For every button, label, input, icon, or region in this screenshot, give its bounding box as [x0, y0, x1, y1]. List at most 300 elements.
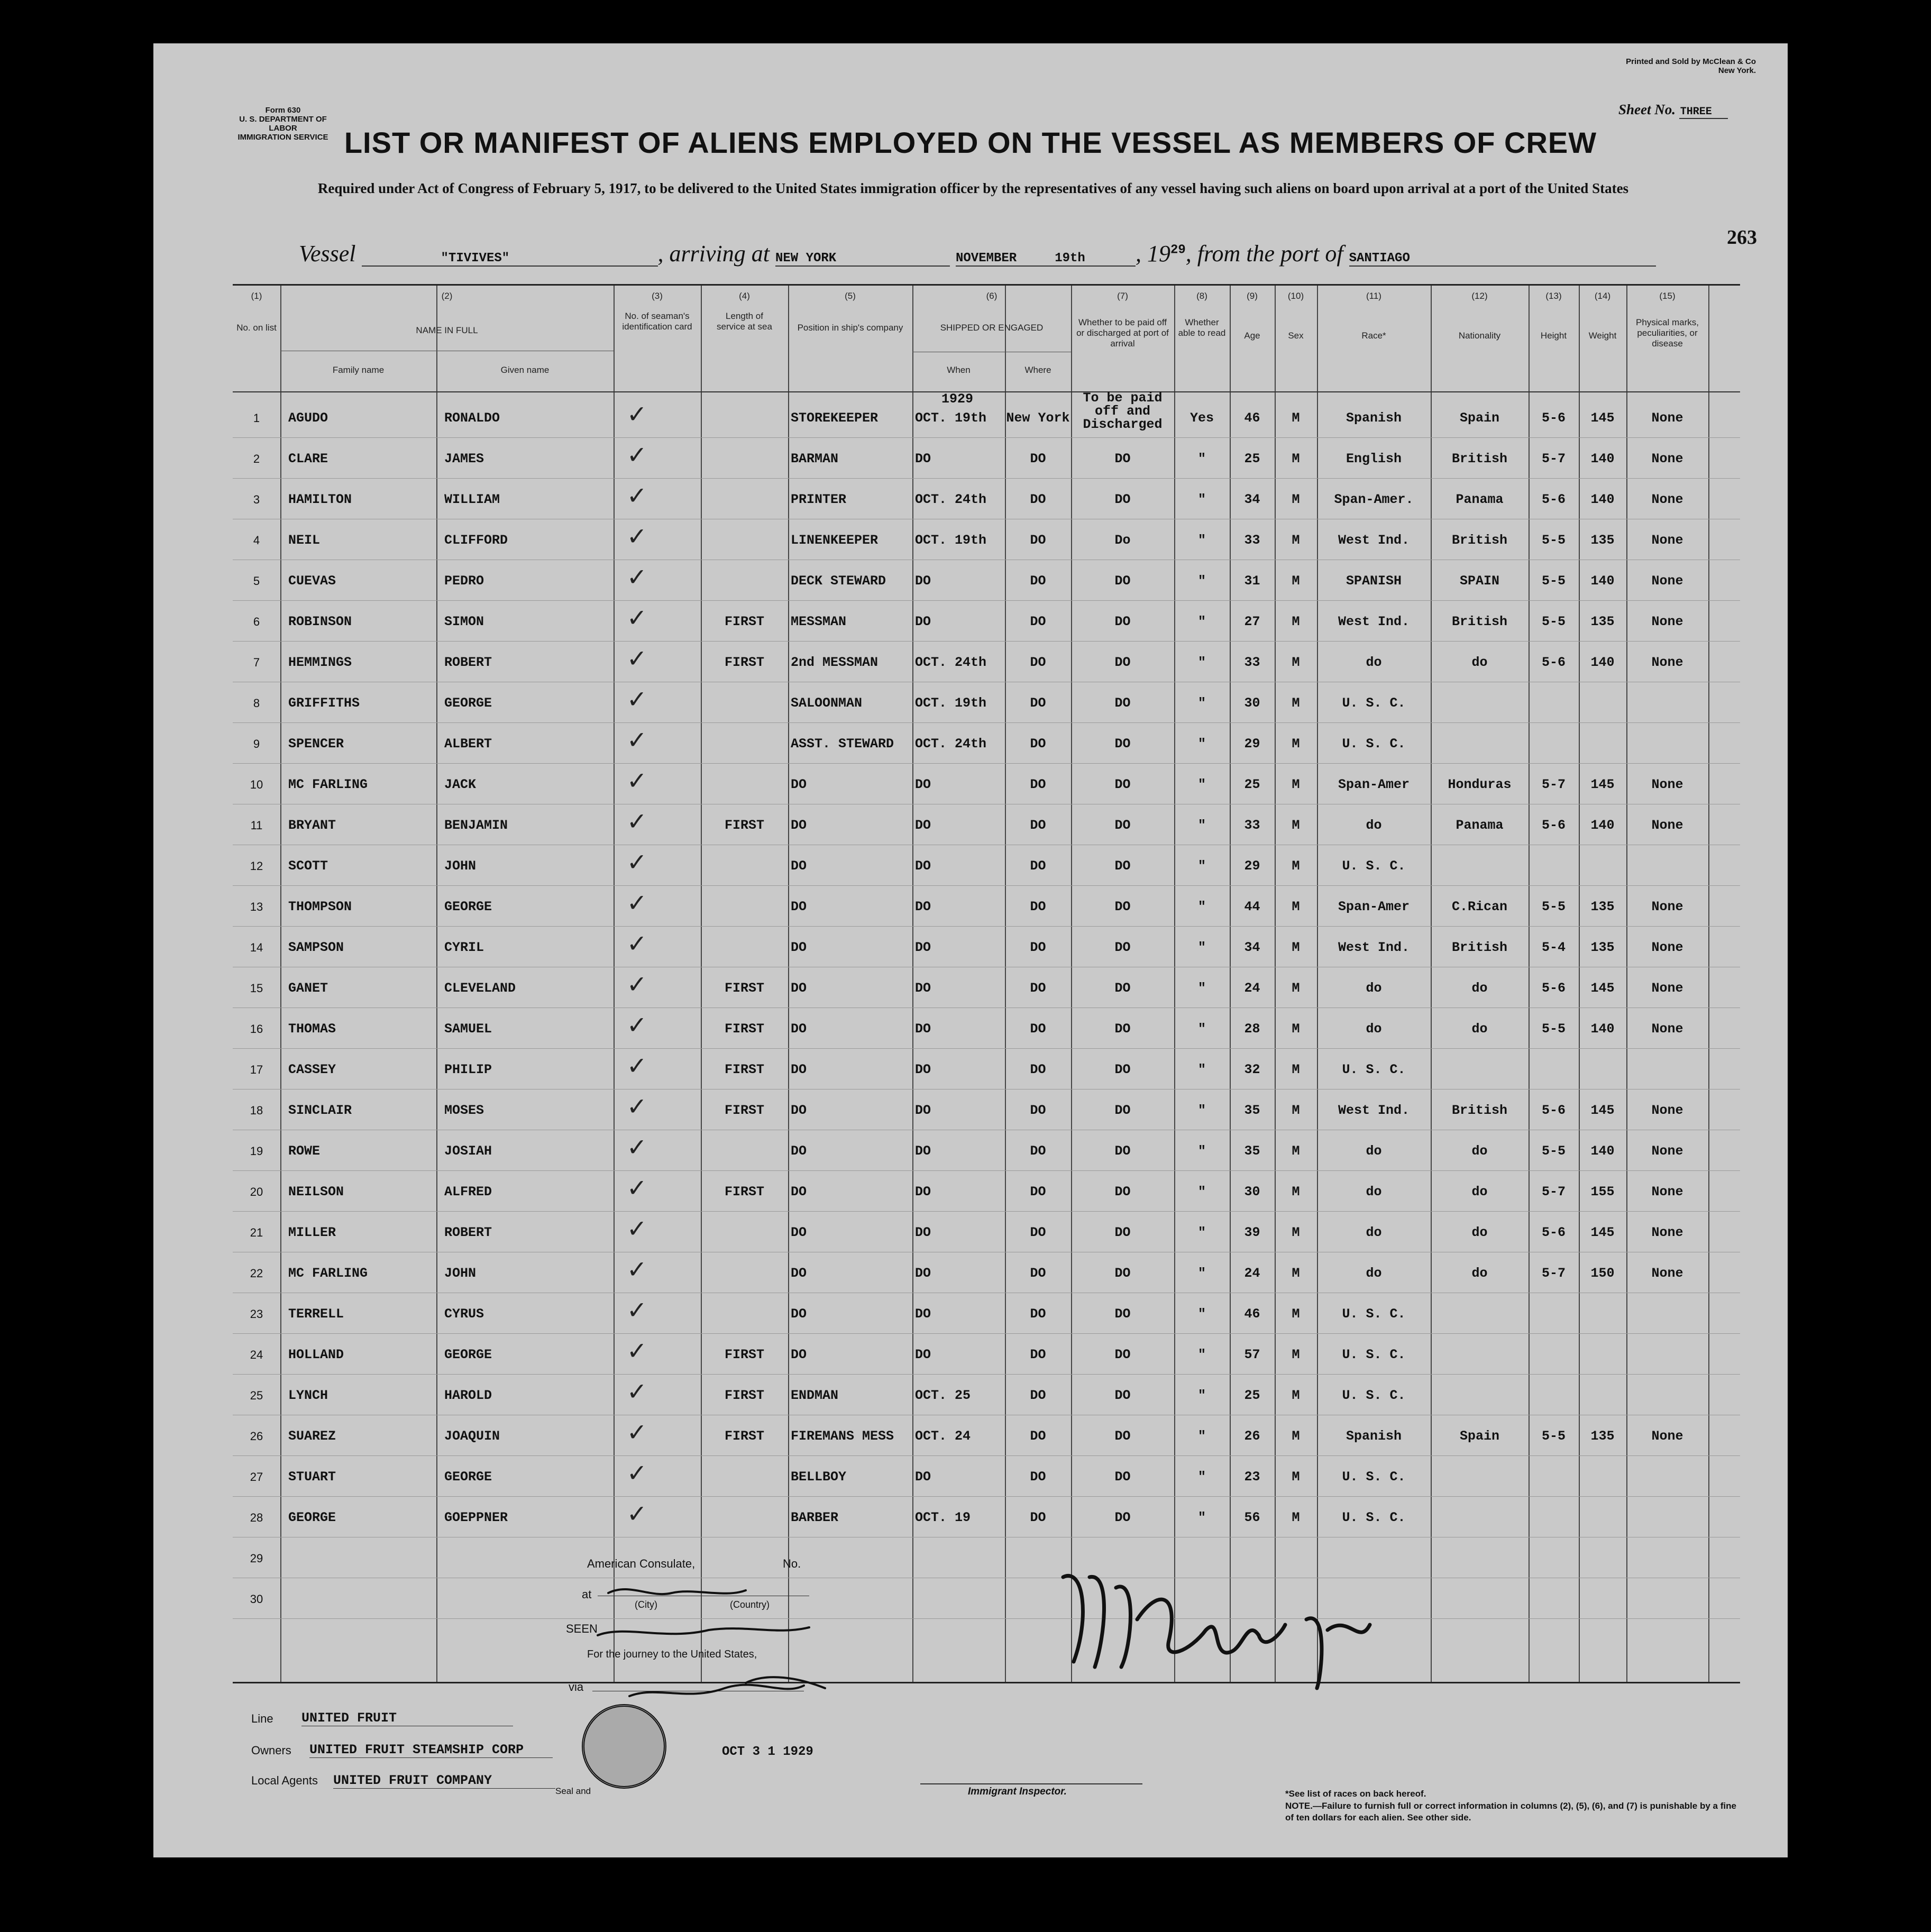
cell-family: CLARE	[288, 451, 328, 466]
cell-service: FIRST	[724, 1021, 764, 1037]
cell-service: FIRST	[724, 1388, 764, 1403]
cell-family: CUEVAS	[288, 573, 336, 589]
cell-family: HAMILTON	[288, 492, 352, 507]
cell-sex: M	[1292, 451, 1300, 466]
cell-race: do	[1366, 1184, 1382, 1200]
cell-weight: 145	[1590, 777, 1615, 792]
cell-position: DO	[791, 777, 807, 792]
col-position: Position in ship's company	[797, 323, 903, 333]
cell-where: DO	[1030, 573, 1046, 589]
consulate-no-label: No.	[783, 1557, 801, 1570]
cell-given: SAMUEL	[444, 1021, 492, 1037]
cell-race: do	[1366, 655, 1382, 670]
cell-race: West Ind.	[1338, 614, 1410, 629]
cell-race: Span-Amer	[1338, 899, 1410, 914]
cell-family: SPENCER	[288, 736, 344, 752]
cell-paid: DO	[1114, 858, 1131, 874]
check-mark-icon: ✓	[627, 1296, 647, 1324]
cell-paid: DO	[1114, 1103, 1131, 1118]
table-row	[233, 1415, 1740, 1456]
table-row	[233, 560, 1740, 601]
cell-no: 5	[253, 574, 260, 588]
cell-race: U. S. C.	[1342, 1388, 1406, 1403]
consulate-date-stamp: OCT 3 1 1929	[722, 1745, 813, 1759]
col-paid: Whether to be paid off or discharged at port of arrival	[1076, 317, 1169, 349]
check-mark-icon: ✓	[627, 1459, 647, 1487]
cell-where: DO	[1030, 1347, 1046, 1362]
cell-weight: 140	[1590, 818, 1615, 833]
cell-height: 5-5	[1541, 1429, 1566, 1444]
cell-paid: DO	[1114, 1388, 1131, 1403]
cell-service: FIRST	[724, 1429, 764, 1444]
cell-when: OCT. 24th	[915, 492, 987, 507]
cell-nationality: C.Rican	[1451, 899, 1508, 914]
cell-given: ROBERT	[444, 1225, 492, 1240]
table-row	[233, 967, 1740, 1008]
cell-read: "	[1197, 858, 1206, 874]
cell-given: ALFRED	[444, 1184, 492, 1200]
footnote-fine: NOTE.—Failure to furnish full or correct information in columns (2), (5), (6), and (7) is punishable by a fine of ten dollars for each alien. See other side.	[1285, 1801, 1736, 1823]
cell-given: MOSES	[444, 1103, 484, 1118]
cell-where: DO	[1030, 858, 1046, 874]
cell-sex: M	[1292, 1103, 1300, 1118]
cell-sex: M	[1292, 1062, 1300, 1077]
cell-given: BENJAMIN	[444, 818, 508, 833]
col-sex: Sex	[1288, 331, 1304, 341]
cell-no: 21	[250, 1226, 263, 1239]
cell-paid: DO	[1114, 1347, 1131, 1362]
cell-weight: 145	[1590, 981, 1615, 996]
cell-paid: DO	[1114, 1429, 1131, 1444]
arrival-date	[956, 251, 1136, 267]
cell-when: DO	[915, 1103, 931, 1118]
cell-no: 10	[250, 778, 263, 791]
cell-family: SCOTT	[288, 858, 328, 874]
cell-where: DO	[1030, 1306, 1046, 1322]
check-mark-icon: ✓	[627, 1214, 647, 1243]
check-mark-icon: ✓	[627, 1418, 647, 1446]
cell-sex: M	[1292, 1184, 1300, 1200]
cell-sex: M	[1292, 1469, 1300, 1485]
cell-marks: None	[1651, 451, 1683, 466]
vessel-label: Vessel	[299, 241, 356, 267]
check-mark-icon: ✓	[627, 726, 647, 754]
arriving-label: , arriving at	[657, 241, 770, 267]
cell-race: U. S. C.	[1342, 1347, 1406, 1362]
check-mark-icon: ✓	[627, 563, 647, 591]
departure-port: SANTIAGO	[1349, 251, 1656, 267]
col-age-number: (9)	[1247, 291, 1258, 301]
table-row	[233, 682, 1740, 723]
cell-age: 33	[1244, 533, 1260, 548]
cell-sex: M	[1292, 573, 1300, 589]
cell-where: DO	[1030, 818, 1046, 833]
cell-marks: None	[1651, 492, 1683, 507]
table-row	[233, 1089, 1740, 1130]
cell-when: OCT. 19	[915, 1510, 971, 1525]
cell-position: DO	[791, 1266, 807, 1281]
col-nationality-number: (12)	[1471, 291, 1488, 301]
table-row	[233, 397, 1740, 438]
cell-family: AGUDO	[288, 410, 328, 426]
cell-marks: None	[1651, 1225, 1683, 1240]
cell-nationality: British	[1451, 451, 1508, 466]
cell-read: "	[1197, 899, 1206, 914]
cell-read: "	[1197, 1510, 1206, 1525]
cell-height: 5-7	[1541, 451, 1566, 466]
cell-age: 46	[1244, 410, 1260, 426]
cell-race: do	[1366, 1266, 1382, 1281]
cell-no: 11	[250, 819, 263, 832]
table-row	[233, 1252, 1740, 1293]
cell-height: 5-7	[1541, 1266, 1566, 1281]
cell-when: DO	[915, 1347, 931, 1362]
cell-no: 30	[250, 1592, 263, 1606]
check-mark-icon: ✓	[627, 1377, 647, 1406]
col-service-number: (4)	[739, 291, 750, 301]
cell-height: 5-5	[1541, 899, 1566, 914]
cell-where: DO	[1030, 1510, 1046, 1525]
cell-read: "	[1197, 533, 1206, 548]
cell-height: 5-6	[1541, 655, 1566, 670]
table-row	[233, 641, 1740, 682]
page-title: LIST OR MANIFEST OF ALIENS EMPLOYED ON THE VESSEL AS MEMBERS OF CREW	[344, 126, 1597, 159]
cell-read: "	[1197, 614, 1206, 629]
cell-marks: None	[1651, 899, 1683, 914]
cell-height: 5-6	[1541, 1103, 1566, 1118]
cell-family: SAMPSON	[288, 940, 344, 955]
col-where: Where	[1024, 365, 1051, 375]
cell-where: DO	[1030, 1429, 1046, 1444]
cell-read: Yes	[1189, 410, 1214, 426]
inspector-signature	[1053, 1556, 1380, 1699]
cell-given: JOAQUIN	[444, 1429, 500, 1444]
consulate-via: via	[569, 1680, 584, 1693]
consulate-at: at	[582, 1588, 592, 1601]
cell-race: do	[1366, 1143, 1382, 1159]
cell-no: 16	[250, 1022, 263, 1036]
cell-nationality: do	[1471, 1021, 1488, 1037]
cell-read: "	[1197, 940, 1206, 955]
table-row	[233, 1455, 1740, 1497]
cell-given: GEORGE	[444, 899, 492, 914]
check-mark-icon: ✓	[627, 644, 647, 673]
check-mark-icon: ✓	[627, 1255, 647, 1284]
cell-service: FIRST	[724, 1347, 764, 1362]
cell-sex: M	[1292, 736, 1300, 752]
cell-weight: 135	[1590, 1429, 1615, 1444]
table-row	[233, 722, 1740, 764]
printer-city: New York.	[1718, 66, 1756, 75]
cell-paid: DO	[1114, 573, 1131, 589]
table-row	[233, 1170, 1740, 1212]
cell-given: CLEVELAND	[444, 981, 516, 996]
col-nationality: Nationality	[1458, 331, 1501, 341]
cell-read: "	[1197, 1266, 1206, 1281]
cell-given: GEORGE	[444, 695, 492, 711]
check-mark-icon: ✓	[627, 766, 647, 795]
cell-weight: 135	[1590, 899, 1615, 914]
cell-when: OCT. 24th	[915, 736, 987, 752]
check-mark-icon: ✓	[627, 848, 647, 876]
printer-name: Printed and Sold by McClean & Co	[1626, 57, 1756, 66]
cell-given: SIMON	[444, 614, 484, 629]
cell-no: 24	[250, 1348, 263, 1361]
col-family: Family name	[332, 365, 385, 375]
cell-weight: 140	[1590, 1021, 1615, 1037]
cell-height: 5-7	[1541, 1184, 1566, 1200]
cell-age: 26	[1244, 1429, 1260, 1444]
col-given: Given name	[500, 365, 550, 375]
cell-read: "	[1197, 818, 1206, 833]
cell-paid: Do	[1114, 533, 1131, 548]
cell-position: DO	[791, 981, 807, 996]
cell-when: DO	[915, 573, 931, 589]
cell-sex: M	[1292, 818, 1300, 833]
cell-where: DO	[1030, 1225, 1046, 1240]
cell-sex: M	[1292, 1510, 1300, 1525]
check-mark-icon: ✓	[627, 522, 647, 551]
cell-marks: None	[1651, 940, 1683, 955]
cell-when: OCT. 24th	[915, 655, 987, 670]
cell-position: PRINTER	[791, 492, 847, 507]
cell-given: ALBERT	[444, 736, 492, 752]
table-row	[233, 600, 1740, 642]
cell-family: MILLER	[288, 1225, 336, 1240]
cell-given: HAROLD	[444, 1388, 492, 1403]
line-value: UNITED FRUIT	[301, 1710, 513, 1726]
cell-age: 44	[1244, 899, 1260, 914]
owners-label: Owners	[251, 1744, 291, 1757]
check-mark-icon: ✓	[627, 889, 647, 917]
cell-position: BARMAN	[791, 451, 839, 466]
cell-age: 24	[1244, 1266, 1260, 1281]
cell-no: 9	[253, 737, 260, 750]
col-name-number: (2)	[441, 291, 453, 301]
cell-family: STUART	[288, 1469, 336, 1485]
cell-family: THOMPSON	[288, 899, 352, 914]
cell-weight: 145	[1590, 1103, 1615, 1118]
cell-no: 27	[250, 1470, 263, 1484]
cell-nationality: do	[1471, 655, 1488, 670]
cell-age: 57	[1244, 1347, 1260, 1362]
cell-sex: M	[1292, 1347, 1300, 1362]
cell-where: DO	[1030, 1103, 1046, 1118]
cell-where: DO	[1030, 655, 1046, 670]
check-mark-icon: ✓	[627, 400, 647, 428]
cell-race: U. S. C.	[1342, 1062, 1406, 1077]
cell-when: OCT. 19th	[915, 410, 987, 426]
cell-when: DO	[915, 1184, 931, 1200]
cell-no: 22	[250, 1267, 263, 1280]
consulate-journey: For the journey to the United States,	[587, 1649, 757, 1660]
cell-sex: M	[1292, 1266, 1300, 1281]
cell-where: DO	[1030, 695, 1046, 711]
cell-position: BARBER	[791, 1510, 839, 1525]
cell-family: MC FARLING	[288, 777, 368, 792]
cell-family: GRIFFITHS	[288, 695, 360, 711]
check-mark-icon: ✓	[627, 685, 647, 713]
cell-marks: None	[1651, 410, 1683, 426]
table-row	[233, 1293, 1740, 1334]
cell-given: CYRUS	[444, 1306, 484, 1322]
check-mark-icon: ✓	[627, 1051, 647, 1080]
cell-read: "	[1197, 736, 1206, 752]
cell-paid: DO	[1114, 1021, 1131, 1037]
col-height-number: (13)	[1545, 291, 1562, 301]
table-row	[233, 885, 1740, 927]
cell-marks: None	[1651, 655, 1683, 670]
cell-race: West Ind.	[1338, 940, 1410, 955]
cell-weight: 140	[1590, 573, 1615, 589]
cell-no: 13	[250, 900, 263, 913]
table-row	[233, 1211, 1740, 1252]
cell-position: FIREMANS MESS	[791, 1429, 894, 1444]
cell-no: 15	[250, 982, 263, 995]
department: U. S. DEPARTMENT OF LABOR	[239, 115, 327, 133]
cell-age: 24	[1244, 981, 1260, 996]
cell-height: 5-5	[1541, 1021, 1566, 1037]
cell-family: NEILSON	[288, 1184, 344, 1200]
cell-sex: M	[1292, 940, 1300, 955]
cell-family: GEORGE	[288, 1510, 336, 1525]
manifest-sheet	[153, 43, 1788, 1857]
cell-race: Span-Amer	[1338, 777, 1410, 792]
cell-position: DO	[791, 818, 807, 833]
cell-given: JAMES	[444, 451, 484, 466]
cell-nationality: British	[1451, 1103, 1508, 1118]
cell-age: 35	[1244, 1143, 1260, 1159]
check-mark-icon: ✓	[627, 807, 647, 836]
table-row	[233, 845, 1740, 886]
cell-race: SPANISH	[1346, 573, 1402, 589]
cell-weight: 150	[1590, 1266, 1615, 1281]
cell-nationality: Spain	[1459, 410, 1499, 426]
col-paid-number: (7)	[1117, 291, 1128, 301]
col-when: When	[947, 365, 971, 375]
cell-given: CLIFFORD	[444, 533, 508, 548]
cell-family: SUAREZ	[288, 1429, 336, 1444]
cell-family: HOLLAND	[288, 1347, 344, 1362]
crew-table	[233, 284, 1740, 1683]
consular-signature	[587, 1577, 862, 1715]
table-row	[233, 1333, 1740, 1375]
cell-read: "	[1197, 573, 1206, 589]
printer-note	[1597, 57, 1756, 75]
cell-no: 6	[253, 615, 260, 628]
cell-height: 5-7	[1541, 777, 1566, 792]
cell-given: ROBERT	[444, 655, 492, 670]
cell-height: 5-5	[1541, 614, 1566, 629]
cell-family: ROBINSON	[288, 614, 352, 629]
cell-paid: DO	[1114, 1306, 1131, 1322]
cell-nationality: British	[1451, 614, 1508, 629]
cell-race: U. S. C.	[1342, 736, 1406, 752]
cell-family: SINCLAIR	[288, 1103, 352, 1118]
col-race-number: (11)	[1366, 291, 1381, 301]
cell-paid: DO	[1114, 1062, 1131, 1077]
cell-marks: None	[1651, 573, 1683, 589]
cell-position: 2nd MESSMAN	[791, 655, 878, 670]
col-shipped: SHIPPED OR ENGAGED	[940, 323, 1044, 333]
form-number: Form 630	[265, 106, 301, 115]
cell-paid: DO	[1114, 818, 1131, 833]
cell-given: PEDRO	[444, 573, 484, 589]
check-mark-icon: ✓	[627, 481, 647, 510]
col-weight-number: (14)	[1594, 291, 1611, 301]
cell-service: FIRST	[724, 614, 764, 629]
cell-marks: None	[1651, 1021, 1683, 1037]
cell-race: U. S. C.	[1342, 1306, 1406, 1322]
cell-sex: M	[1292, 777, 1300, 792]
cell-sex: M	[1292, 410, 1300, 426]
cell-weight: 135	[1590, 533, 1615, 548]
cell-where: New York	[1006, 410, 1070, 426]
cell-position: SALOONMAN	[791, 695, 863, 711]
cell-nationality: do	[1471, 981, 1488, 996]
cell-where: DO	[1030, 1143, 1046, 1159]
cell-age: 25	[1244, 777, 1260, 792]
cell-read: "	[1197, 1021, 1206, 1037]
col-read-number: (8)	[1196, 291, 1207, 301]
cell-where: DO	[1030, 736, 1046, 752]
cell-no: 26	[250, 1430, 263, 1443]
cell-given: GEORGE	[444, 1347, 492, 1362]
cell-position: ASST. STEWARD	[791, 736, 894, 752]
cell-when: DO	[915, 1225, 931, 1240]
cell-sex: M	[1292, 1388, 1300, 1403]
cell-nationality: Honduras	[1448, 777, 1512, 792]
cell-position: DO	[791, 1062, 807, 1077]
cell-sex: M	[1292, 1143, 1300, 1159]
cell-age: 31	[1244, 573, 1260, 589]
cell-service: FIRST	[724, 1062, 764, 1077]
consular-seal	[582, 1704, 666, 1789]
cell-nationality: Panama	[1456, 818, 1504, 833]
cell-age: 46	[1244, 1306, 1260, 1322]
cell-read: "	[1197, 1103, 1206, 1118]
cell-family: TERRELL	[288, 1306, 344, 1322]
cell-age: 34	[1244, 492, 1260, 507]
sheet-number	[1618, 102, 1728, 118]
cell-service: FIRST	[724, 655, 764, 670]
cell-position: MESSMAN	[791, 614, 847, 629]
sheet-label: Sheet No.	[1618, 102, 1676, 117]
cell-position: DO	[791, 1347, 807, 1362]
consulate-label: American Consulate,	[587, 1557, 695, 1570]
cell-nationality: British	[1451, 533, 1508, 548]
consulate-country: (Country)	[730, 1599, 770, 1610]
cell-where: DO	[1030, 981, 1046, 996]
col-marks: Physical marks, peculiarities, or disease	[1635, 317, 1699, 349]
cell-marks: None	[1651, 1143, 1683, 1159]
cell-where: DO	[1030, 451, 1046, 466]
cell-when: OCT. 25	[915, 1388, 971, 1403]
cell-sex: M	[1292, 533, 1300, 548]
cell-given: GOEPPNER	[444, 1510, 508, 1525]
check-mark-icon: ✓	[627, 1011, 647, 1039]
cell-where: DO	[1030, 1184, 1046, 1200]
col-read: Whether able to read	[1178, 317, 1226, 338]
paid-first-row: To be paid off and Discharged	[1083, 390, 1163, 432]
table-row	[233, 1496, 1740, 1537]
cell-when: DO	[915, 981, 931, 996]
cell-position: DO	[791, 1021, 807, 1037]
cell-age: 34	[1244, 940, 1260, 955]
cell-no: 8	[253, 697, 260, 710]
cell-read: "	[1197, 451, 1206, 466]
cell-height: 5-5	[1541, 1143, 1566, 1159]
